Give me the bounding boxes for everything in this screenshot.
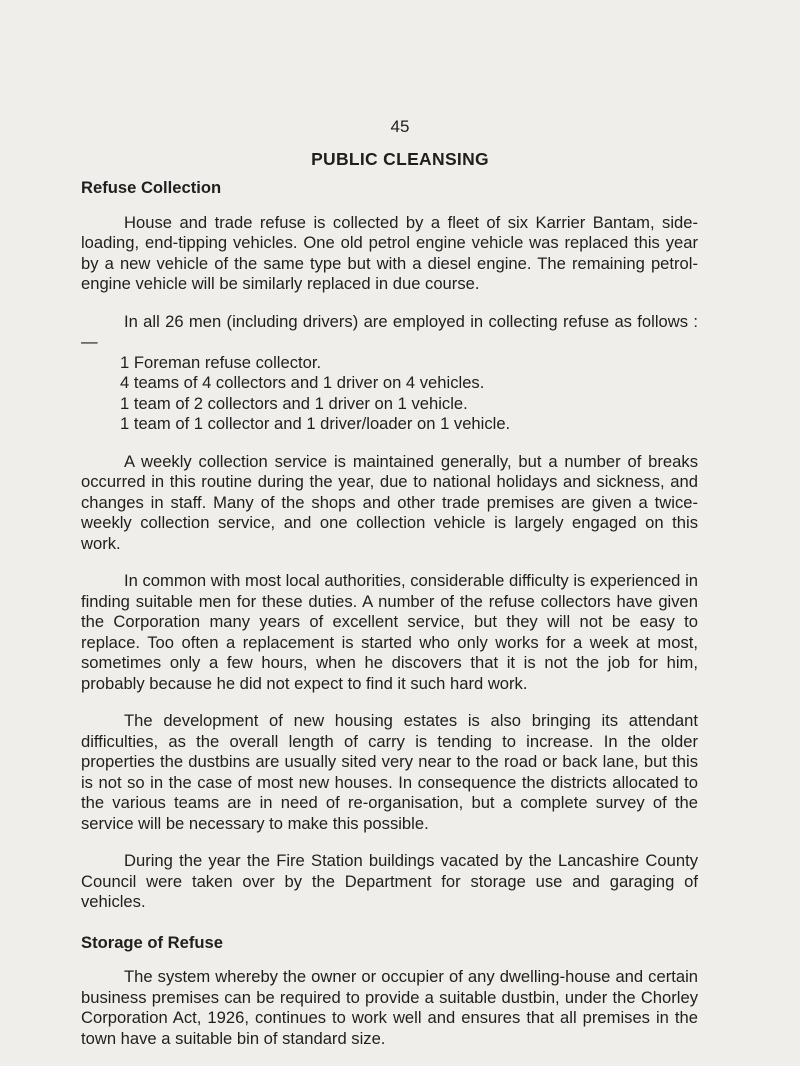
- page-title: PUBLIC CLEANSING: [311, 149, 489, 169]
- section-heading-storage-of-refuse: Storage of Refuse: [81, 932, 223, 952]
- page-number: 45: [390, 117, 410, 136]
- list-item: 4 teams of 4 collectors and 1 driver on 4 vehicles.: [120, 373, 485, 392]
- list-item: 1 team of 1 collector and 1 driver/loader on 1 vehicle.: [120, 414, 511, 433]
- list-item: 1 Foreman refuse collector.: [120, 352, 322, 372]
- paragraph-fire-station: During the year the Fire Station buildings vacated by the Lancashire County Council were taken over by the Department for storage use and garaging of vehicles.: [81, 851, 698, 911]
- paragraph-dustbin-system: The system whereby the owner or occupier of any dwelling-house and certain business premises can be required to provide a suitable dustbin, under the Chorley Corporation Act, 1926, continues to work well and ensures that all premises in the town have a suitable bin of standard size.: [81, 967, 698, 1048]
- document-body: [81, 178, 698, 1066]
- staff-list: [81, 353, 698, 435]
- paragraph-fleet: House and trade refuse is collected by a fleet of six Karrier Bantam, side-loading, end-tipping vehicles. One old petrol engine vehicle was replaced this year by a new vehicle of the same type but with a diesel engine. The remaining petrol-engine vehicle will be similarly replaced in due course.: [81, 212, 698, 293]
- paragraph-weekly-service: A weekly collection service is maintained generally, but a number of breaks occurred in this routine during the year, due to national holidays and sickness, and changes in staff. Many of the shops and other trade premises are given a twice-weekly collection service, and one collection vehicle is largely engaged on this work.: [81, 451, 698, 553]
- paragraph-housing-development: The development of new housing estates is also bringing its attendant difficulties, as the overall length of carry is tending to increase. In the older properties the dustbins are usually sited very near to the road or back lane, but this is not so in the case of most new houses. In consequence the districts allocated to the various teams are in need of re-organisation, but a complete survey of the service will be necessary to make this possible.: [81, 711, 698, 833]
- list-item: 1 team of 2 collectors and 1 driver on 1 vehicle.: [120, 393, 468, 413]
- section-heading-refuse-collection: Refuse Collection: [81, 178, 222, 197]
- paragraph-staffing: In all 26 men (including drivers) are employed in collecting refuse as follows :—: [81, 311, 698, 351]
- paragraph-recruitment: In common with most local authorities, considerable difficulty is experienced in finding suitable men for these duties. A number of the refuse collectors have given the Corporation many years of excellent service, but they will not be easy to replace. Too often a replacement is started who only works for a week at most, sometimes only a few hours, when he discovers that it is not the job for him, probably because he did not expect to find it such hard work.: [81, 571, 698, 693]
